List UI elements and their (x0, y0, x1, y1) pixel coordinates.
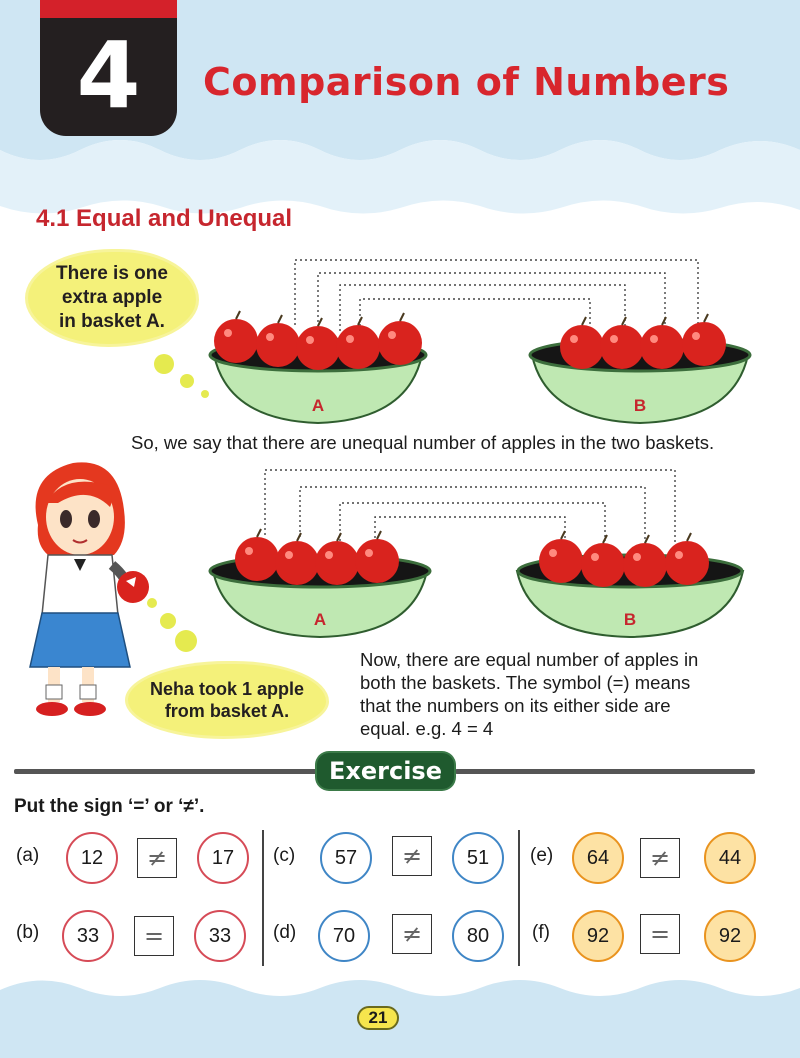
number-circle-left: 57 (320, 832, 372, 884)
question-label: (f) (532, 922, 550, 943)
number-circle-left: 33 (62, 910, 114, 962)
chapter-title: Comparison of Numbers (203, 60, 730, 104)
sentence-line: Now, there are equal number of apples in (360, 649, 699, 670)
column-divider (262, 830, 264, 966)
speech-bubble-neha-took-apple (128, 664, 326, 736)
thought-dots-lower (142, 595, 202, 655)
chapter-number-tab (40, 0, 177, 136)
exercise-instruction: Put the sign ‘=’ or ‘≠’. (14, 796, 205, 817)
chapter-number: 4 (76, 22, 141, 129)
footer-wave-background (0, 968, 800, 1058)
number-circle-left: 70 (318, 910, 370, 962)
sign-answer-box[interactable]: = (134, 916, 174, 956)
basket-b (530, 314, 750, 423)
number-circle-right: 92 (704, 910, 756, 962)
number-circle-left: 64 (572, 832, 624, 884)
sign-answer-box[interactable]: ≠ (640, 838, 680, 878)
question-label: (e) (530, 845, 554, 866)
exercise-rule-left (14, 769, 319, 774)
exercise-badge: Exercise (317, 753, 454, 789)
bubble-line: There is one (56, 263, 168, 284)
sign-answer-box[interactable]: ≠ (392, 836, 432, 876)
basket-a (210, 311, 426, 423)
sign-answer-box[interactable]: = (640, 914, 680, 954)
question-label: (b) (16, 922, 40, 943)
basket-a-label: A (311, 396, 325, 415)
bubble-line: from basket A. (164, 701, 290, 721)
sentence-equal-explanation (360, 648, 770, 740)
section-title: 4.1 Equal and Unequal (36, 205, 293, 232)
number-circle-right: 33 (194, 910, 246, 962)
baskets-unequal-illustration (200, 255, 760, 425)
number-circle-right: 51 (452, 832, 504, 884)
question-label: (d) (273, 922, 297, 943)
question-label: (a) (16, 845, 40, 866)
sentence-line: both the baskets. The symbol (=) means (360, 672, 691, 693)
sentence-line: equal. e.g. 4 = 4 (360, 718, 494, 739)
sentence-line: that the numbers on its either side are (360, 695, 671, 716)
sign-answer-box[interactable]: ≠ (392, 914, 432, 954)
basket-b-label: B (633, 396, 647, 415)
speech-bubble-extra-apple (28, 252, 196, 344)
sign-answer-box[interactable]: ≠ (137, 838, 177, 878)
bubble-line: in basket A. (59, 311, 165, 332)
exercise-rule-right (455, 769, 755, 774)
column-divider (518, 830, 520, 966)
question-label: (c) (273, 845, 296, 866)
basket-b-equal (517, 531, 743, 637)
baskets-equal-illustration (205, 465, 750, 640)
bubble-line: Neha took 1 apple (149, 679, 305, 699)
number-circle-left: 12 (66, 832, 118, 884)
page-number-badge: 21 (357, 1006, 399, 1030)
number-circle-left: 92 (572, 910, 624, 962)
basket-a-equal (210, 529, 430, 637)
basket-b-label-equal: B (623, 610, 637, 629)
sentence-unequal: So, we say that there are unequal number of apples in the two baskets. (131, 432, 715, 453)
bubble-line: extra apple (61, 287, 163, 308)
basket-a-label-equal: A (313, 610, 327, 629)
number-circle-right: 44 (704, 832, 756, 884)
chapter-tab-red-strip (40, 0, 177, 18)
number-circle-right: 17 (197, 832, 249, 884)
number-circle-right: 80 (452, 910, 504, 962)
